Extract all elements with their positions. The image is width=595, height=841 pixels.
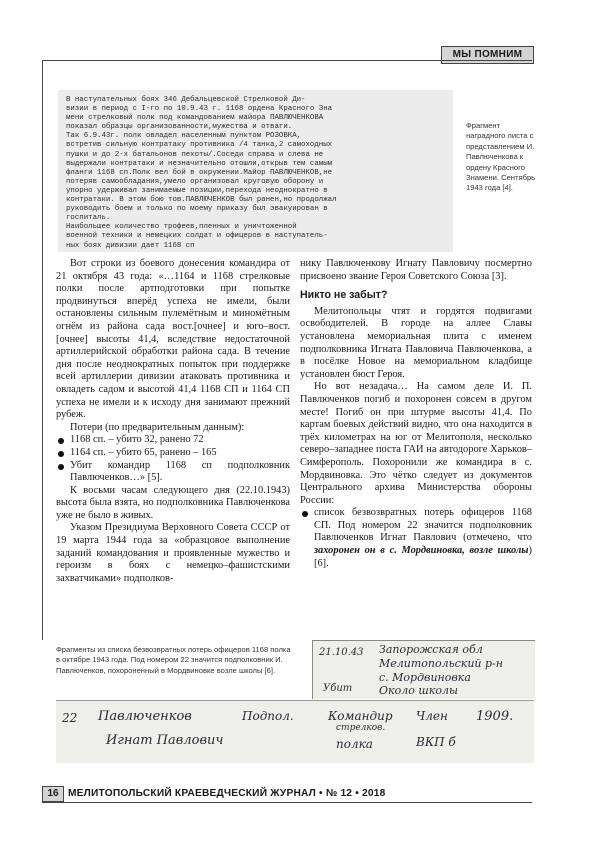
- list-item: [300, 507, 532, 570]
- hw-text: стрелков.: [336, 723, 386, 733]
- list-text-end: ) [6].: [314, 545, 532, 569]
- hw-text: Командир: [328, 709, 393, 723]
- list-item: Убит командир 1168 сп подполковник Павлюченков…» [5].: [56, 460, 290, 485]
- award-sheet-caption: Фрагмент наградного листа с представлением И. Павлюченкова к ордену Красного Знамени. Сентябрь 1943 года [4].: [466, 121, 536, 193]
- hw-text: Около школы: [379, 684, 458, 697]
- handwritten-fragment-top: [312, 640, 535, 699]
- hw-text: полка: [336, 737, 373, 751]
- hw-text: Павлюченков: [98, 709, 192, 724]
- hw-text: Игнат Павлович: [106, 733, 224, 748]
- hw-text: 22: [62, 711, 78, 725]
- scan-line: мени стрелковый полк под командованием майора ПАВЛЮЧЕНКОВА: [66, 114, 324, 123]
- footer-rule: [42, 802, 532, 803]
- scan-line: руководить боем и только по моему приказу был эвакуирован в: [66, 205, 328, 214]
- emphasis-text: захоронен он в с. Мордвиновка, возле школы: [314, 545, 529, 557]
- scan-line: Так 6.9.43г. полк овладел населенным пунктом РОЗОВКА,: [66, 132, 302, 141]
- scan-line: встретив сильную контратаку противника /4 танка,2 самоходных: [66, 141, 333, 150]
- paragraph: Указом Президиума Верховного Совета СССР от 19 марта 1944 года за «образцовое выполнение заданий командования и проявленные мужество и героизм в боях с немецко–фашистскими захватчиками» подполков-: [56, 522, 290, 584]
- section-label: МЫ ПОМНИМ: [441, 46, 534, 64]
- paragraph: Потери (по предварительным данным):: [70, 421, 245, 433]
- scan-line: потеряв самообладания,умело организовал круговую оборону и: [66, 177, 324, 186]
- scan-line: показал образцы организованности,мужества и отваги.: [66, 123, 293, 132]
- left-margin-rule: [42, 60, 43, 640]
- hw-text: Мелитопольский р-н: [379, 657, 504, 670]
- scan-line: военной техники и немецких солдат и офицеров в наступатель-: [66, 232, 328, 241]
- hw-text: Член: [416, 709, 448, 723]
- losses-list-caption: Фрагменты из списка безвозвратных потерь офицеров 1168 полка в октябре 1943 года. Под номером 22 значится подполковник И. Павлюченков, похороненный в Мордвиновке возле школы [6].: [56, 645, 291, 675]
- header-rule: [42, 60, 532, 61]
- scan-line: фланги 1168 сп.Полк вел бой в окружении.Майор ПАВЛЮЧЕНКОВ,не: [66, 168, 333, 177]
- scan-line: выдержали контратаки и незначительно отошли,открыв тем самым: [66, 159, 333, 168]
- hw-text: 21.10.43: [319, 647, 364, 658]
- hw-text: Запорожская обл: [379, 643, 483, 656]
- paragraph: Мелитопольцы чтят и гордятся подвигами освободителей. В городе на аллее Славы установлена мемориальная плита с именем подполковника Игната Павловича Павлюченкова, а в посёлке Новое на мемориальном кладбище установлен бюст Героя.: [300, 305, 532, 380]
- column-left: [56, 258, 290, 585]
- page-number: 16: [42, 786, 64, 802]
- hw-text: Убит: [323, 683, 353, 694]
- list-item: 1164 сп. – убито 65, ранено – 165: [56, 447, 290, 460]
- award-sheet-scan: [58, 90, 453, 252]
- scan-line: Наибольшее количество трофеев,пленных и уничтоженной: [66, 223, 297, 232]
- scan-line: визии в период с I-го по 10.9.43 г. 1168 ордена Красного Зна: [66, 105, 333, 114]
- scan-line: контратаки. В этом бою тов.ПАВЛЮЧЕНКОВ был ранен,но продолжал: [66, 196, 337, 205]
- paragraph: нику Павлюченкову Игнату Павловичу посмертно присвоено звание Героя Советского Союза [3].: [300, 258, 532, 282]
- scan-line: госпиталь.: [66, 214, 111, 223]
- scan-line: пушки и до 2-х батальонов пехоты/.Соседи справа и слева не: [66, 150, 324, 159]
- paragraph: К восьми часам следующего дня (22.10.1943) высота была взята, но подполковника Павлюченкова уже не было в живых.: [56, 484, 290, 521]
- journal-title: МЕЛИТОПОЛЬСКИЙ КРАЕВЕДЧЕСКИЙ ЖУРНАЛ • № 12 • 2018: [68, 788, 386, 799]
- handwritten-fragment-bottom: [56, 700, 534, 763]
- scan-line: В наступательных боях 346 Дебальцевской Стрелковой Ди-: [66, 96, 306, 104]
- hw-text: Подпол.: [242, 709, 294, 723]
- scan-line: ных боях дивизии дает 1168 сп: [66, 241, 195, 250]
- list-text: список безвозвратных потерь офицеров 1168 СП. Под номером 22 значится подполковник Павлюченков Игнат Павлович (отмечено, что: [314, 507, 532, 544]
- paragraph: Вот строки из боевого донесения командира от 21 октября 43 года: «…1164 и 1168 стрелковые полки после артподготовки при попытке продвинуться вперёд успеха не имели, были остановлены сильным пулемётным и миномётным огнём из района сада вост.[очнее] и юго–вост.[очнее] высоты 41,4, вследствие недостаточной артиллерийской обработки района сада. В течение дня после неоднократных попыток при поддержке всей артиллерии дивизии атаковать противника и овладеть садом и высотой 41,4 1168 СП и 1164 СП успеха не имели и к исходу дня занимают прежний рубеж.: [56, 258, 290, 421]
- list-item: 1168 сп. – убито 32, ранено 72: [56, 434, 290, 447]
- paragraph: Но вот незадача… На самом деле И. П. Павлюченков погиб и похоронен совсем в другом месте! Погиб он при штурме высоты 41,4. По картам боевых действий видно, что она находится в трёх километрах на юг от Мелитополя, несколько северо–западнее поста ГАИ на автодороге Харьков–Симферополь. Похоронили же командира в с. Мордвиновка. Это чётко следует из документов Центрального архива Министерства обороны России:: [300, 381, 532, 506]
- column-right: [300, 258, 532, 570]
- hw-text: 1909.: [476, 709, 514, 724]
- scan-line: упорно удерживал занимаемые позиции,перехода неоднократно в: [66, 186, 328, 195]
- hw-text: ВКП б: [416, 735, 456, 749]
- section-heading: Никто не забыт?: [300, 289, 388, 302]
- hw-text: с. Мордвиновка: [379, 671, 471, 684]
